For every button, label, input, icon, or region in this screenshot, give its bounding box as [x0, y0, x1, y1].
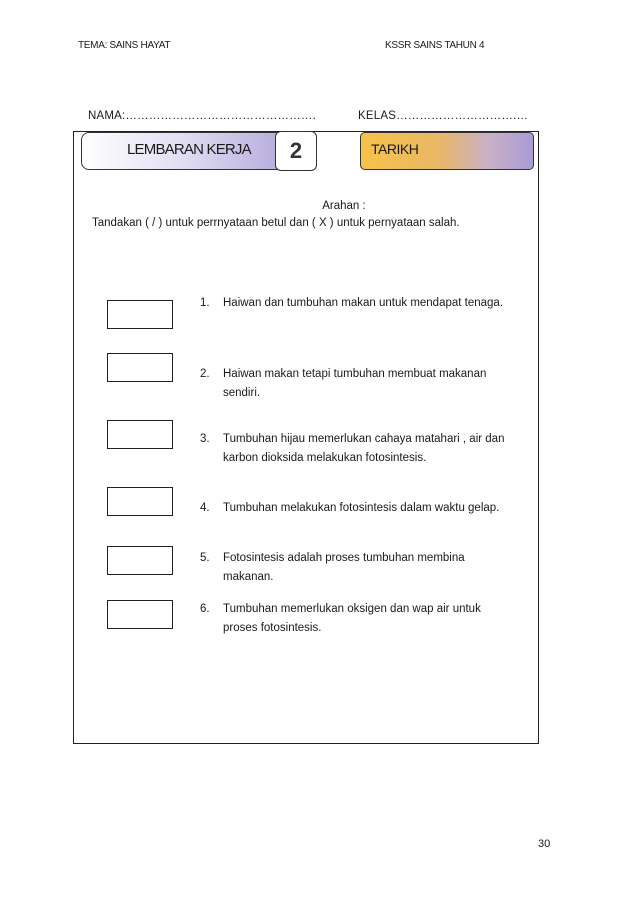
- worksheet-number-badge: [275, 131, 317, 171]
- answer-box-3[interactable]: [107, 420, 173, 449]
- class-field: KELAS………………………….…: [358, 110, 529, 122]
- header-theme: TEMA: SAINS HAYAT: [78, 40, 171, 51]
- item-text-1: Haiwan dan tumbuhan makan untuk mendapat tenaga.: [223, 297, 504, 309]
- worksheet-title: LEMBARAN KERJA: [127, 141, 251, 158]
- header-syllabus: KSSR SAINS TAHUN 4: [385, 40, 485, 51]
- item-number-3: 3.: [200, 433, 210, 445]
- item-number-2: 2.: [200, 368, 210, 380]
- item-number-4: 4.: [200, 502, 210, 514]
- item-text-5: Fotosintesis adalah proses tumbuhan membina makanan.: [223, 552, 465, 583]
- item-number-5: 5.: [200, 552, 210, 564]
- item-text-2: Haiwan makan tetapi tumbuhan membuat makanan sendiri.: [223, 368, 487, 399]
- instructions-title: Arahan :: [322, 200, 366, 212]
- answer-box-6[interactable]: [107, 600, 173, 629]
- item-text-3: Tumbuhan hijau memerlukan cahaya matahari , air dan karbon dioksida melakukan fotosintesis.: [223, 433, 505, 464]
- date-label: TARIKH: [371, 141, 419, 157]
- item-number-6: 6.: [200, 603, 210, 615]
- page-number: 30: [538, 838, 551, 850]
- answer-box-5[interactable]: [107, 546, 173, 575]
- item-text-6: Tumbuhan memerlukan oksigen dan wap air untuk proses fotosintesis.: [223, 603, 481, 634]
- name-field: NAMA:………………………………………….: [88, 110, 317, 122]
- instructions-text: Tandakan ( / ) untuk perrnyataan betul dan ( X ) untuk pernyataan salah.: [92, 217, 460, 229]
- answer-box-1[interactable]: [107, 300, 173, 329]
- worksheet-number: 2: [289, 138, 303, 163]
- answer-box-4[interactable]: [107, 487, 173, 516]
- date-banner: [360, 132, 534, 170]
- item-text-4: Tumbuhan melakukan fotosintesis dalam waktu gelap.: [223, 502, 500, 514]
- answer-box-2[interactable]: [107, 353, 173, 382]
- item-number-1: 1.: [200, 297, 210, 309]
